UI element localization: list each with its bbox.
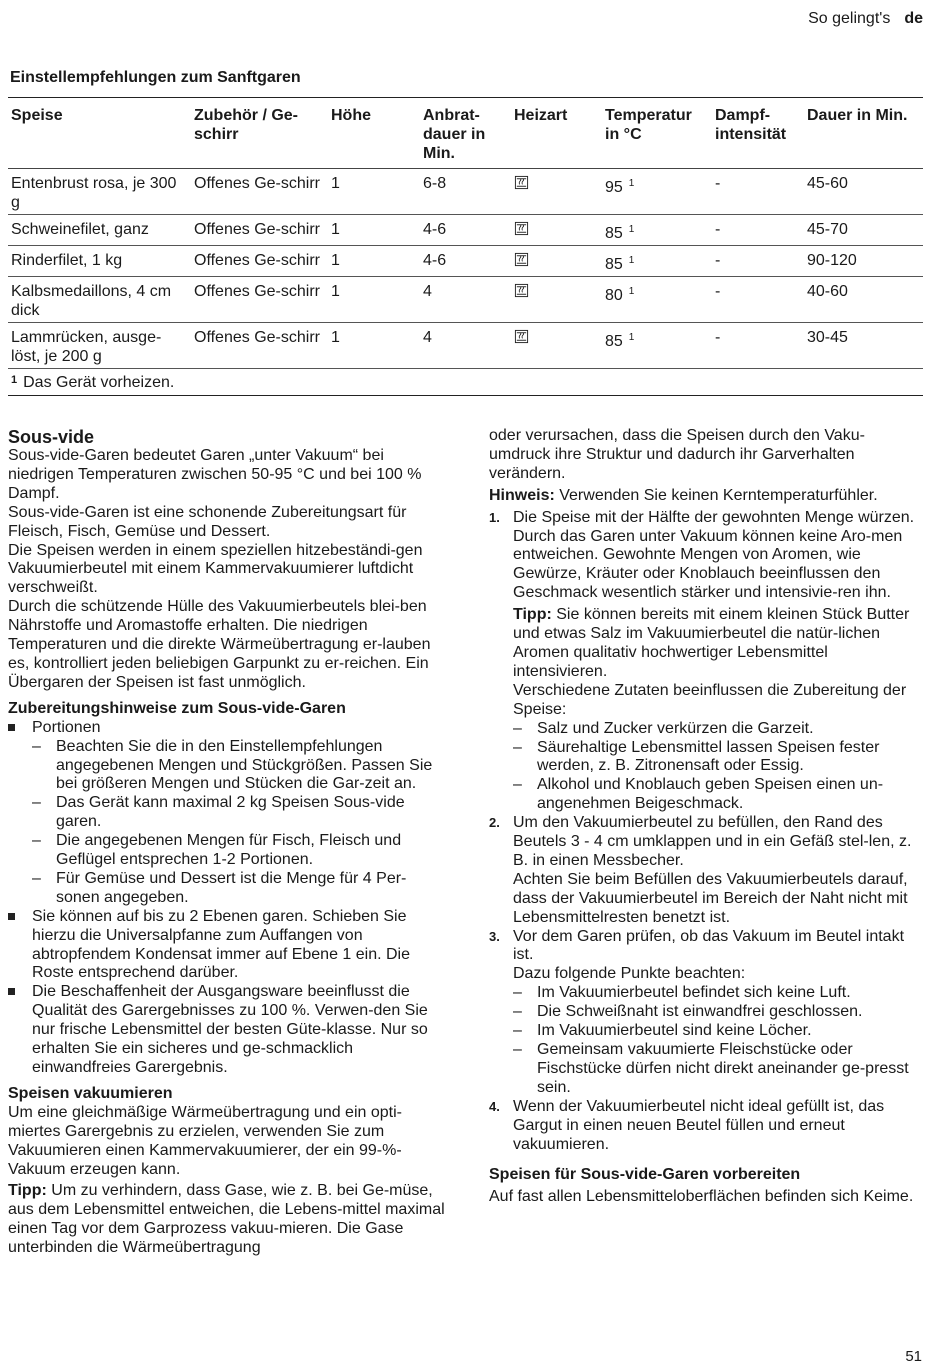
sub-list-item: – Salz und Zucker verkürzen die Garzeit. (513, 719, 814, 737)
paragraph: Sous-vide-Garen ist eine schonende Zubereitungsart für Fleisch, Fisch, Gemüse und Dessert. (8, 503, 407, 540)
col-header-hoehe: Höhe (331, 107, 371, 124)
step-text: Durch das Garen unter Vakuum können keine Aro-men entweichen. Gewohnte Mengen von Aromen, wie Gewürze, Kräuter oder Knoblauch beeinflussen den Geschmack wesentlich stärker und intensivie-ren ihn. (513, 527, 903, 602)
heading-speisen-vakuumieren: Speisen vakuumieren (8, 1084, 173, 1102)
table-header-row (8, 98, 923, 169)
cell-zubehoer: Offenes Ge-schirr (194, 252, 320, 269)
cell-dampf: - (715, 175, 721, 192)
running-header (808, 10, 923, 28)
settings-table (8, 97, 923, 396)
cell-speise: Schweinefilet, ganz (11, 221, 149, 238)
cell-dauer: 30-45 (807, 329, 848, 346)
sub-list-item: – Die Schweißnaht ist einwandfrei geschlossen. (513, 1003, 863, 1021)
sub-list-item: – Im Vakuumierbeutel befindet sich keine Luft. (513, 984, 851, 1002)
low-temp-cooking-icon (514, 221, 529, 238)
table-row (8, 277, 923, 323)
sub-list-item: – Im Vakuumierbeutel sind keine Löcher. (513, 1022, 812, 1040)
bullet-square-icon (8, 724, 15, 731)
footnote-ref: 1 (628, 224, 635, 235)
note-paragraph: Hinweis: Verwenden Sie keinen Kerntemperaturfühler. (489, 486, 878, 504)
sub-list-item: – Beachten Sie die in den Einstellempfehlungen angegebenen Mengen und Stückgrößen. Passen Sie bei größeren Mengen und Stücken die Gar-zeit an. (32, 737, 433, 793)
cell-dampf: - (715, 329, 721, 346)
bullet-square-icon (8, 988, 15, 995)
cell-dauer: 45-60 (807, 175, 848, 192)
low-temp-cooking-icon (514, 252, 529, 269)
sub-list-item: – Gemeinsam vakuumierte Fleischstücke oder Fischstücke dürfen nicht direkt aneinander ge-presst sein. (513, 1041, 909, 1096)
table-row (8, 169, 923, 215)
bullet-item: Portionen (8, 719, 448, 738)
page-number: 51 (905, 1348, 922, 1365)
sub-list-item: – Säurehaltige Lebensmittel lassen Speisen fester werden, z. B. Zitronensaft oder Essig. (513, 738, 880, 775)
cell-hoehe: 1 (331, 221, 340, 238)
cell-dauer: 40-60 (807, 283, 848, 300)
low-temp-cooking-icon (514, 283, 529, 300)
language-tag: de (904, 10, 923, 27)
table-row (8, 246, 923, 277)
paragraph: oder verursachen, dass die Speisen durch den Vaku-umdruck ihre Struktur und dadurch ihr Garverhalten verändern. (489, 427, 865, 482)
cell-zubehoer: Offenes Ge-schirr (194, 283, 320, 300)
paragraph: Durch die schützende Hülle des Vakuumierbeutels blei-ben Nährstoffe und Aromastoffe erhalten. Die niedrigen Temperaturen und die direkte Wärmeübertragung er-lauben es, kontrolliert jeden beliebigen Garpunkt zu er-reichen. Ein Übergaren der Speisen ist fast unmöglich. (8, 598, 431, 691)
section-title: So gelingt's (808, 10, 891, 27)
col-header-zubehoer: Zubehör / Ge-schirr (194, 107, 298, 143)
cell-temperatur: 80 $^1$ (605, 286, 635, 304)
sub-list-item: – Alkohol und Knoblauch geben Speisen einen un-angenehmen Beigeschmack. (513, 776, 884, 813)
sub-list-item: – Das Gerät kann maximal 2 kg Speisen Sous-vide garen. (32, 794, 405, 831)
cell-hoehe: 1 (331, 175, 340, 192)
col-header-heizart: Heizart (514, 107, 568, 124)
cell-heizart (511, 277, 602, 323)
cell-speise: Entenbrust rosa, je 300 g (11, 175, 177, 211)
right-column (489, 427, 924, 1207)
step-text: Achten Sie beim Befüllen des Vakuumierbeutels darauf, dass der Vakuumierbeutel im Bereich der Naht nicht mit Lebensmittelresten benetzt ist. (513, 870, 908, 926)
col-header-anbratdauer: Anbrat-dauer in Min. (423, 107, 486, 162)
bullet-item: Die Beschaffenheit der Ausgangsware beeinflusst die Qualität des Garergebnisses zu 100 %. Verwen-den Sie nur frische Lebensmittel der besten Güte-klasse. Nur so erhalten Sie ein sicheres und ge-schmacklich einwandfreies Garergebnis. (8, 983, 448, 1078)
cell-zubehoer: Offenes Ge-schirr (194, 175, 320, 192)
table-row (8, 215, 923, 246)
cell-anbratdauer: 4-6 (423, 252, 447, 269)
cell-hoehe: 1 (331, 252, 340, 269)
step-text: Dazu folgende Punkte beachten: (513, 965, 746, 983)
table-row (8, 323, 923, 369)
cell-anbratdauer: 4 (423, 283, 432, 300)
cell-dauer: 45-70 (807, 221, 848, 238)
heading-vorbereiten: Speisen für Sous-vide-Garen vorbereiten (489, 1166, 801, 1184)
cell-heizart (511, 323, 602, 369)
cell-temperatur: 85 $^1$ (605, 255, 635, 273)
footnote-ref: 1 (628, 255, 635, 266)
table-footnote: $^1$ Das Gerät vorheizen. (11, 374, 175, 391)
paragraph: Auf fast allen Lebensmitteloberflächen befinden sich Keime. (489, 1188, 914, 1206)
tip-paragraph: Tipp: Sie können bereits mit einem kleinen Stück Butter und etwas Salz im Vakuumierbeutel die natür-lichen Aromen qualitativ hochwertiger Lebensmittel intensivieren. (513, 606, 910, 680)
cell-speise: Rinderfilet, 1 kg (11, 252, 123, 269)
col-header-dauer: Dauer in Min. (807, 107, 908, 124)
bullet-square-icon (8, 913, 15, 920)
cell-dampf: - (715, 283, 721, 300)
cell-heizart (511, 246, 602, 277)
cell-anbratdauer: 4-6 (423, 221, 447, 238)
cell-zubehoer: Offenes Ge-schirr (194, 329, 320, 346)
table-footnote-row (8, 369, 923, 396)
heading-zubereitungshinweise: Zubereitungshinweise zum Sous-vide-Garen (8, 699, 346, 717)
step-3: 3. Vor dem Garen prüfen, ob das Vakuum im Beutel intakt ist. (489, 927, 905, 964)
col-header-speise: Speise (11, 107, 63, 124)
paragraph: Die Speisen werden in einem speziellen hitzebeständi-gen Vakuumierbeutel mit einem Kammervakuumierer luftdicht verschweißt. (8, 541, 423, 597)
left-column (8, 427, 448, 1258)
sub-list-item: – Für Gemüse und Dessert ist die Menge für 4 Per-sonen angegeben. (32, 869, 407, 906)
cell-dauer: 90-120 (807, 252, 857, 269)
cell-anbratdauer: 4 (423, 329, 432, 346)
cell-hoehe: 1 (331, 283, 340, 300)
cell-dampf: - (715, 221, 721, 238)
sub-list-item: – Die angegebenen Mengen für Fisch, Fleisch und Geflügel entsprechen 1-2 Portionen. (32, 832, 402, 869)
col-header-dampf: Dampf-intensität (715, 107, 787, 143)
table-title: Einstellempfehlungen zum Sanftgaren (10, 69, 301, 86)
cell-heizart (511, 169, 602, 215)
bullet-item: Sie können auf bis zu 2 Ebenen garen. Schieben Sie hierzu die Universalpfanne zum Auffangen von abtropfendem Kondensat immer auf Ebene 1 ein. Die Roste entsprechend darüber. (8, 908, 448, 984)
col-header-temperatur: Temperatur in °C (605, 107, 692, 143)
footnote-ref: 1 (628, 286, 635, 297)
cell-temperatur: 95 $^1$ (605, 178, 635, 196)
cell-anbratdauer: 6-8 (423, 175, 447, 192)
low-temp-cooking-icon (514, 175, 529, 192)
cell-temperatur: 85 $^1$ (605, 332, 635, 350)
footnote-ref: 1 (628, 178, 635, 189)
cell-dampf: - (715, 252, 721, 269)
cell-heizart (511, 215, 602, 246)
footnote-ref: 1 (628, 332, 635, 343)
cell-zubehoer: Offenes Ge-schirr (194, 221, 320, 238)
paragraph: Um eine gleichmäßige Wärmeübertragung und ein opti-miertes Garergebnis zu erzielen, verwenden Sie zum Vakuumieren einen Kammervakuumierer, der ein 99-%-Vakuum erzeugen kann. (8, 1103, 402, 1178)
low-temp-cooking-icon (514, 329, 529, 346)
step-4: 4. Wenn der Vakuumierbeutel nicht ideal gefüllt ist, das Gargut in einen neuen Beutel füllen und erneut vakuumieren. (489, 1097, 885, 1153)
heading-sous-vide: Sous-vide (8, 427, 95, 447)
step-text: Verschiedene Zutaten beeinflussen die Zubereitung der Speise: (513, 681, 907, 718)
step-2: 2. Um den Vakuumierbeutel zu befüllen, den Rand des Beutels 3 - 4 cm umklappen und in ein Gefäß stel-len, z. B. in einen Messbecher. (489, 814, 912, 869)
cell-hoehe: 1 (331, 329, 340, 346)
step-1: 1. Die Speise mit der Hälfte der gewohnten Menge würzen. (489, 508, 915, 526)
cell-speise: Kalbsmedaillons, 4 cm dick (11, 283, 172, 319)
cell-temperatur: 85 $^1$ (605, 224, 635, 242)
paragraph: Sous-vide-Garen bedeutet Garen „unter Vakuum“ bei niedrigen Temperaturen zwischen 50-95 °C und bei 100 % Dampf. (8, 447, 422, 502)
tip-paragraph: Tipp: Um zu verhindern, dass Gase, wie z. B. bei Ge-müse, aus dem Lebensmittel entweichen, die Lebens-mittel maximal einen Tag vor dem Garprozess vakuu-mieren. Die Gase unterbinden die Wärmeübertragung (8, 1182, 445, 1257)
cell-speise: Lammrücken, ausge-löst, je 200 g (11, 329, 162, 365)
